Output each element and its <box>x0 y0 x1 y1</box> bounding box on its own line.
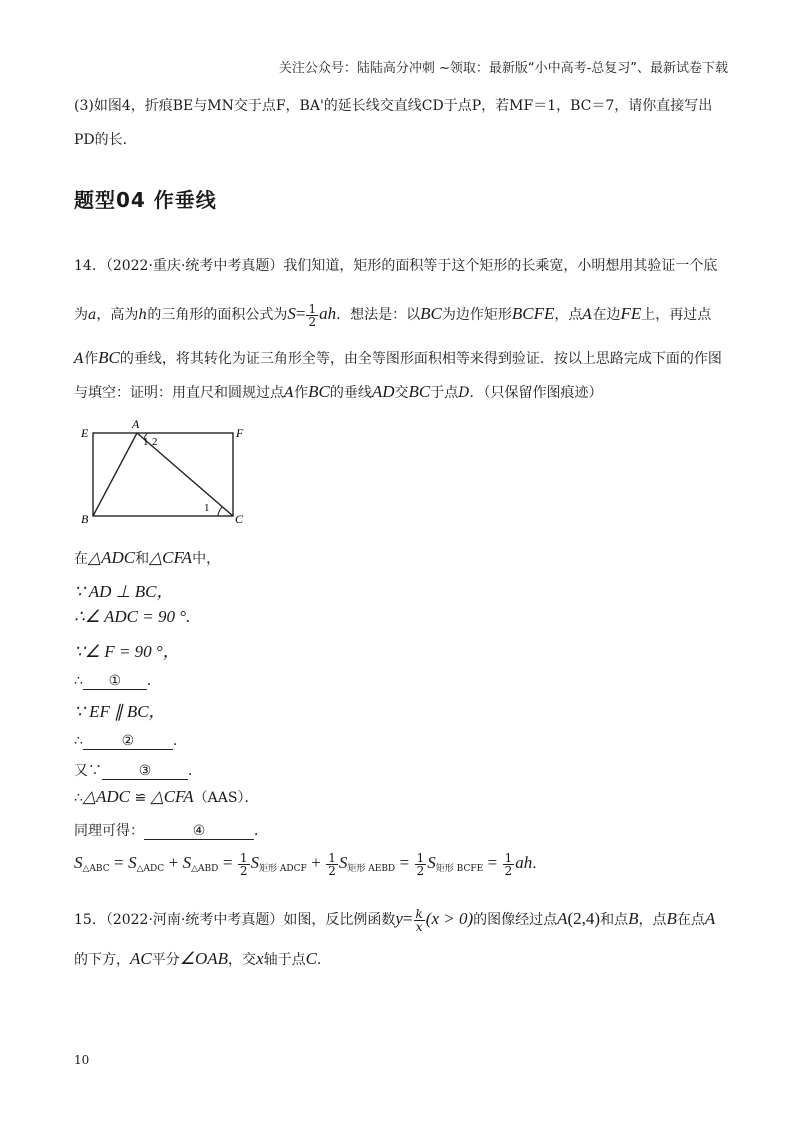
text: 同理可得： <box>74 823 144 839</box>
text: 在边 <box>592 307 621 323</box>
plus: + <box>168 853 179 872</box>
var-AC: AC <box>130 949 152 968</box>
sub: 矩形 ADCF <box>259 864 307 874</box>
text: 的垂线，将其转化为证三角形全等，由全等图形面积相等来得到验证．按以上思路完成下面的作图 <box>119 351 722 367</box>
text: 作 <box>294 385 309 401</box>
var-BC: BC <box>420 304 442 323</box>
text: ∴ <box>74 790 83 806</box>
question-3-line1: (3)如图4，折痕BE与MN交于点F，BA'的延长线交直线CD于点P，若MF＝1，BC＝7，请你直接写出 <box>74 98 713 114</box>
proof-line-8 <box>74 760 202 780</box>
text: ，点 <box>554 307 583 323</box>
text: 平分 <box>151 952 180 968</box>
equals: = <box>295 304 306 323</box>
text: 的垂线 <box>329 385 372 401</box>
S: S <box>427 853 436 872</box>
text: 的图像经过点 <box>473 912 558 928</box>
rectangle-figure <box>78 415 258 530</box>
label-E: E <box>81 426 89 440</box>
proof-line-9 <box>74 787 258 807</box>
text: ． <box>188 763 202 779</box>
S: S <box>182 853 192 872</box>
label-A: A <box>132 417 140 431</box>
proof-line-1 <box>74 548 220 568</box>
proof-line-2: ∵ AD ⊥ BC， <box>74 582 174 601</box>
sub: △ABC <box>82 864 110 874</box>
S: S <box>250 853 260 872</box>
question-number: 14． <box>74 258 106 274</box>
page-number: 10 <box>74 1053 90 1067</box>
var-ah: ah <box>319 304 337 323</box>
proof-line-6: ∵ EF ∥ BC， <box>74 702 166 721</box>
S: S <box>128 853 137 872</box>
label-F: F <box>236 426 244 440</box>
blank-3[interactable]: ③ <box>102 763 188 780</box>
var-BC: BC <box>98 348 120 367</box>
point-A-coords: (2,4) <box>567 909 601 928</box>
label-angle-1-C: 1 <box>204 502 210 514</box>
fraction-half <box>238 852 250 877</box>
text: 的下方， <box>74 952 130 968</box>
question-15-line1 <box>74 904 754 935</box>
angle-OAB: ∠OAB <box>179 949 229 968</box>
text: 轴于点 <box>263 952 306 968</box>
fraction-half <box>503 852 515 877</box>
section-title: 题型04 作垂线 <box>74 188 217 212</box>
var-C: C <box>305 949 317 968</box>
text: 又∵ <box>74 763 102 779</box>
text: 在点 <box>676 912 705 928</box>
area-formula <box>74 848 537 884</box>
var-x: x <box>256 949 264 968</box>
den: 2 <box>416 863 425 878</box>
label-angle-1-A: 1 <box>143 436 149 448</box>
S: S <box>338 853 348 872</box>
question-14-line3 <box>74 344 734 373</box>
text: 于点 <box>430 385 459 401</box>
den: 2 <box>504 863 513 878</box>
frac-num: 1 <box>308 301 317 316</box>
plus: + <box>311 853 321 872</box>
question-14-line4 <box>74 378 734 407</box>
text: 与填空：证明：用直尺和圆规过点 <box>74 385 284 401</box>
label-B: B <box>81 512 89 526</box>
var-A: A <box>557 909 568 928</box>
var-A: A <box>74 351 85 367</box>
question-source: （2022·重庆·统考中考真题） <box>105 258 284 274</box>
text: 如图，反比例函数 <box>283 912 396 928</box>
text: 为边作矩形 <box>441 307 512 323</box>
blank-2[interactable]: ② <box>83 733 173 750</box>
var-AD: AD <box>371 382 395 401</box>
var-BC: BC <box>408 382 431 401</box>
end: . <box>532 856 537 872</box>
blank-4[interactable]: ④ <box>144 823 254 840</box>
var-y: y <box>395 909 403 928</box>
text: ． <box>172 733 187 749</box>
var-h: h <box>138 307 148 323</box>
var-BC: BC <box>308 382 330 401</box>
page-header: 关注公众号：陆陆高分冲刺 ~领取：最新版“小中高考-总复习”、最新试卷下载 <box>278 61 728 76</box>
var-A: A <box>704 909 716 928</box>
domain-condition: (x > 0) <box>425 909 474 928</box>
angle-arc-C <box>218 507 222 516</box>
var-S: S <box>287 304 296 323</box>
text: （AAS）． <box>193 790 259 806</box>
num: 1 <box>328 850 336 865</box>
num: k <box>415 906 423 921</box>
proof-line-10 <box>74 820 268 840</box>
ah: ah <box>515 853 533 872</box>
label-angle-2-A: 2 <box>152 436 158 448</box>
text: . <box>316 952 322 968</box>
S: S <box>74 853 83 872</box>
question-source: （2022·河南·统考中考真题） <box>105 912 284 928</box>
triangle-CFA: △CFA <box>149 548 193 567</box>
num: 1 <box>504 850 513 865</box>
text: ∴ <box>74 673 83 689</box>
proof-line-5 <box>74 670 161 690</box>
fraction-k-over-x <box>414 908 425 933</box>
question-14-line2 <box>74 300 734 329</box>
sub: △ADC <box>136 864 165 874</box>
text: 上，再过点 <box>641 307 712 323</box>
num: 1 <box>239 850 248 865</box>
text: 中， <box>192 551 221 567</box>
text: ．想法是：以 <box>336 307 421 323</box>
proof-line-7 <box>74 730 187 750</box>
segment-AB <box>93 433 137 516</box>
proof-line-4: ∵∠ F = 90 °， <box>74 642 180 661</box>
triangle-ADC: △ADC <box>88 548 136 567</box>
text: 的三角形的面积公式为 <box>147 307 288 323</box>
var-B: B <box>666 909 677 928</box>
sub: △ABD <box>191 864 219 874</box>
equals: = <box>402 909 413 928</box>
var-D: D <box>458 385 470 401</box>
text: ． <box>254 823 268 839</box>
triangle-ADC: △ADC <box>82 787 130 806</box>
congruent-symbol: ≌ <box>130 790 151 806</box>
var-A: A <box>582 307 593 323</box>
text: ，高为 <box>96 307 139 323</box>
question-number: 15． <box>74 912 106 928</box>
text: 为 <box>74 307 88 323</box>
text: ，交 <box>228 952 257 968</box>
var-A: A <box>284 385 295 401</box>
blank-1[interactable]: ① <box>83 673 147 690</box>
eq: = <box>487 853 498 872</box>
text: 和 <box>135 551 150 567</box>
question-3-line2: PD的长． <box>74 132 137 148</box>
var-B: B <box>628 909 639 928</box>
sub: 矩形 BCFE <box>435 864 484 874</box>
den: 2 <box>328 863 336 878</box>
eq: = <box>399 853 410 872</box>
var-a: a <box>88 307 97 323</box>
proof-line-3: ∴∠ ADC = 90 °. <box>74 607 191 626</box>
den: 2 <box>239 863 248 878</box>
rectangle-BCFE <box>93 433 233 516</box>
fraction-half <box>306 303 318 328</box>
num: 1 <box>416 850 425 865</box>
den: x <box>415 919 423 934</box>
triangle-CFA: △CFA <box>150 787 194 806</box>
text: 在 <box>74 551 88 567</box>
fraction-half <box>415 852 427 877</box>
sub: 矩形 AEBD <box>347 864 396 874</box>
frac-den: 2 <box>308 314 317 329</box>
text: ．（只保留作图痕迹） <box>469 385 603 401</box>
question-14-line1 <box>74 256 734 276</box>
eq: = <box>222 853 233 872</box>
eq: = <box>114 853 124 872</box>
text: ，点 <box>638 912 667 928</box>
question-15-line2 <box>74 946 734 973</box>
question-text: 我们知道，矩形的面积等于这个矩形的长乘宽，小明想用其验证一个底 <box>283 258 718 274</box>
text: 作 <box>84 351 99 367</box>
label-C: C <box>235 512 244 526</box>
text: 交 <box>394 385 409 401</box>
var-BCFE: BCFE <box>511 304 555 323</box>
text: ． <box>146 673 161 689</box>
text: 和点 <box>600 912 629 928</box>
fraction-half <box>326 852 338 877</box>
var-FE: FE <box>620 304 642 323</box>
text: ∴ <box>74 733 83 749</box>
